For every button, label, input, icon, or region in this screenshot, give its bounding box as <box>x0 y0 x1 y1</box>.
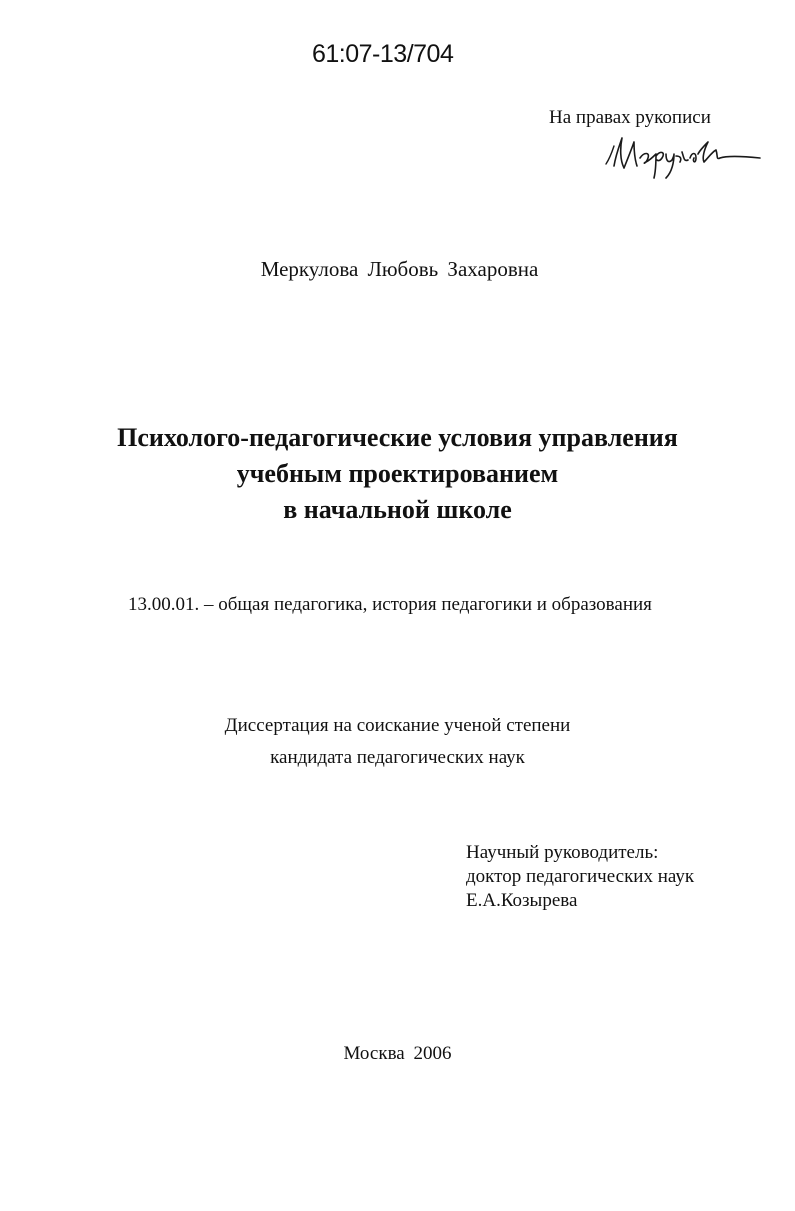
supervisor-name: Е.А.Козырева <box>466 890 578 911</box>
title-line: Психолого-педагогические условия управления <box>117 423 678 452</box>
title-line: в начальной школе <box>283 495 512 524</box>
supervisor-label: Научный руководитель: <box>466 842 659 863</box>
title-line: учебным проектированием <box>236 459 559 488</box>
supervisor-degree: доктор педагогических наук <box>466 866 695 887</box>
degree-statement <box>0 710 795 774</box>
degree-line: Диссертация на соискание ученой степени <box>224 715 571 736</box>
rights-note: На правах рукописи <box>549 107 711 128</box>
handwritten-signature <box>600 128 765 186</box>
dissertation-title <box>0 420 795 528</box>
catalog-number: 61:07-13/704 <box>312 40 454 68</box>
author-name: Меркулова Любовь Захаровна <box>260 257 539 281</box>
city-year: Москва 2006 <box>343 1043 452 1064</box>
scientific-supervisor <box>466 841 694 913</box>
specialty-code: 13.00.01. – общая педагогика, история педагогики и образования <box>128 594 652 615</box>
degree-line: кандидата педагогических наук <box>270 747 525 768</box>
